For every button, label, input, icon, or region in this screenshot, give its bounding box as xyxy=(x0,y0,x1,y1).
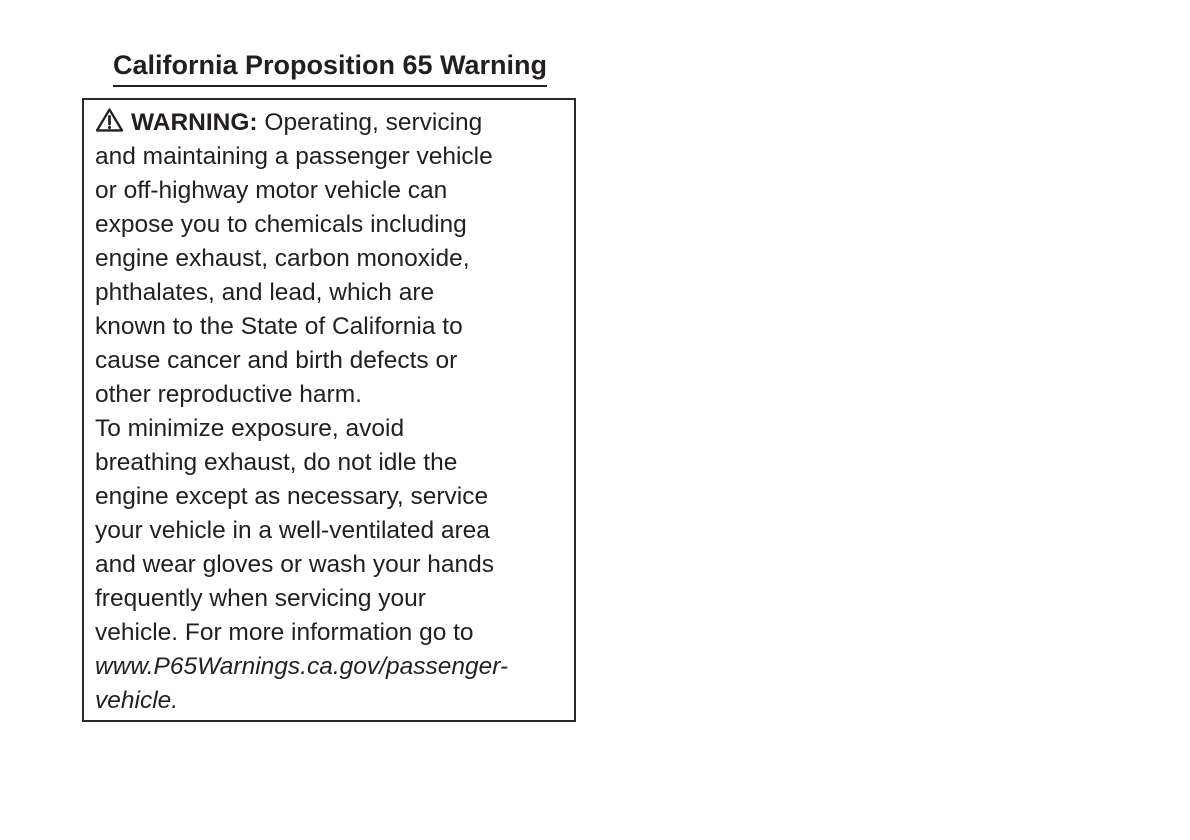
warning-line1-text: Operating, servicing xyxy=(264,109,483,136)
warning-triangle-icon xyxy=(95,107,124,133)
page-title: California Proposition 65 Warning xyxy=(113,50,547,87)
warning-text-line: To minimize exposure, avoid xyxy=(95,415,405,442)
warning-text-line: and wear gloves or wash your hands xyxy=(95,551,495,578)
warning-label: WARNING: xyxy=(131,109,258,136)
warning-text-line: engine exhaust, carbon monoxide, xyxy=(95,245,470,272)
warning-text-line: your vehicle in a well-ventilated area xyxy=(95,517,490,544)
warning-text-line: and maintaining a passenger vehicle xyxy=(95,143,493,170)
warning-text-line: frequently when servicing your xyxy=(95,585,426,612)
warning-text-line: cause cancer and birth defects or xyxy=(95,347,458,374)
warning-text-line: breathing exhaust, do not idle the xyxy=(95,449,458,476)
warning-url-text: vehicle. xyxy=(95,687,179,714)
prop65-warning-box xyxy=(82,98,576,722)
warning-text-line xyxy=(95,106,564,140)
warning-text-line: engine except as necessary, service xyxy=(95,483,489,510)
warning-url-text: www.P65Warnings.ca.gov/passenger- xyxy=(95,653,509,680)
warning-text-line: other reproductive harm. xyxy=(95,381,362,408)
warning-text-line: or off-highway motor vehicle can xyxy=(95,177,448,204)
warning-text-line: vehicle. For more information go to xyxy=(95,619,474,646)
warning-text-line: phthalates, and lead, which are xyxy=(95,279,435,306)
warning-text-line: known to the State of California to xyxy=(95,313,463,340)
warning-text-line: expose you to chemicals including xyxy=(95,211,467,238)
